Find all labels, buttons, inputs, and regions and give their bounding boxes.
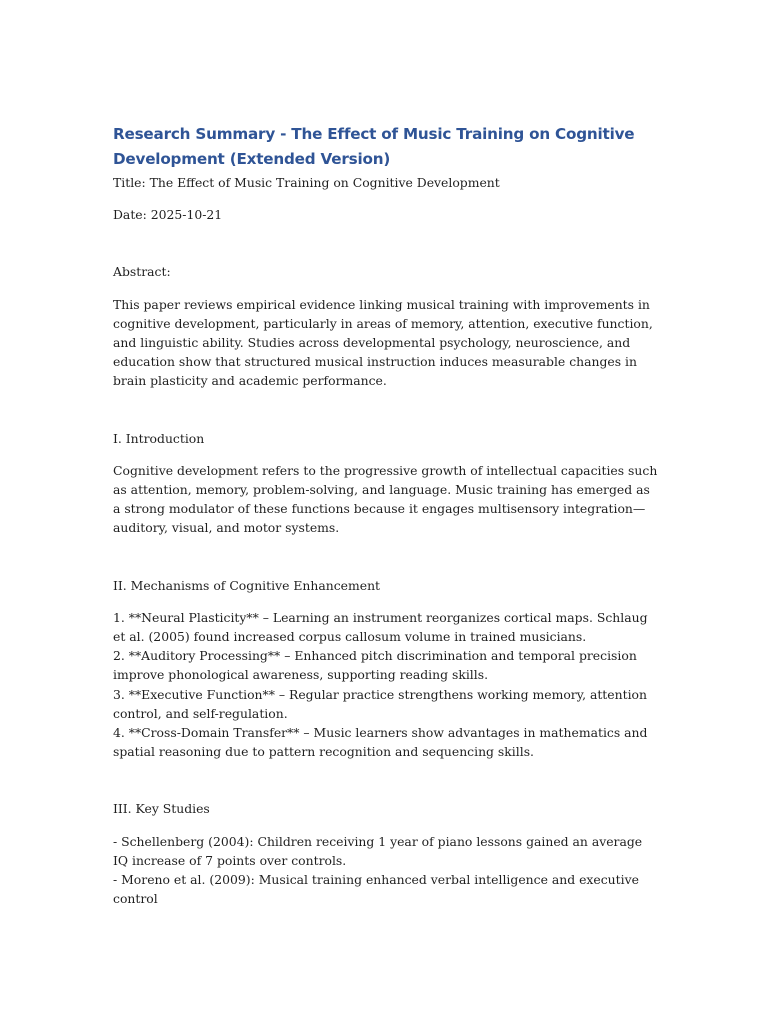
title-line: Title: The Effect of Music Training on Cognitive Development [113,175,500,190]
spacer [113,774,658,799]
key-studies-list [113,832,658,909]
list-item: - Moreno et al. (2009): Musical training enhanced verbal intelligence and executive control [113,872,639,907]
mechanisms-label: II. Mechanisms of Cognitive Enhancement [113,577,381,593]
list-item: 2. **Auditory Processing** – Enhanced pitch discrimination and temporal precision improve phonological awareness, supporting reading skills. [113,648,637,683]
spacer [113,551,658,576]
spacer [113,237,658,262]
introduction-text: Cognitive development refers to the progressive growth of intellectual capacities such as attention, memory, problem-solving, and language. Music training has emerged as a strong modulator of these functions because it engages multisensory integration—auditory, visual, and motor systems. [113,462,658,536]
abstract-text: This paper reviews empirical evidence linking musical training with improvements in cognitive development, particularly in areas of memory, attention, executive function, and linguistic ability. Studies across developmental psychology, neuroscience, and education show that structured musical instruction induces measurable changes in brain plasticity and academic performance. [113,296,653,389]
mechanisms-list [113,608,658,762]
list-item: 4. **Cross-Domain Transfer** – Music learners show advantages in mathematics and spatial reasoning due to pattern recognition and sequencing skills. [113,725,648,760]
spacer [113,404,658,429]
key-studies-label: III. Key Studies [113,801,210,817]
date-line: Date: 2025-10-21 [113,207,223,223]
introduction-label: I. Introduction [113,430,205,446]
list-item: 1. **Neural Plasticity** – Learning an instrument reorganizes cortical maps. Schlaug et al. (2005) found increased corpus callosum volume in trained musicians. [113,609,648,645]
list-item: - Schellenberg (2004): Children receiving 1 year of piano lessons gained an average IQ increase of 7 points over controls. [113,833,643,868]
list-item: 3. **Executive Function** – Regular practice strengthens working memory, attention control, and self-regulation. [113,686,647,721]
document-heading: Research Summary - The Effect of Music Training on Cognitive Development (Extended Version) [113,125,635,168]
document-page [113,122,658,908]
abstract-label: Abstract: [113,264,171,280]
